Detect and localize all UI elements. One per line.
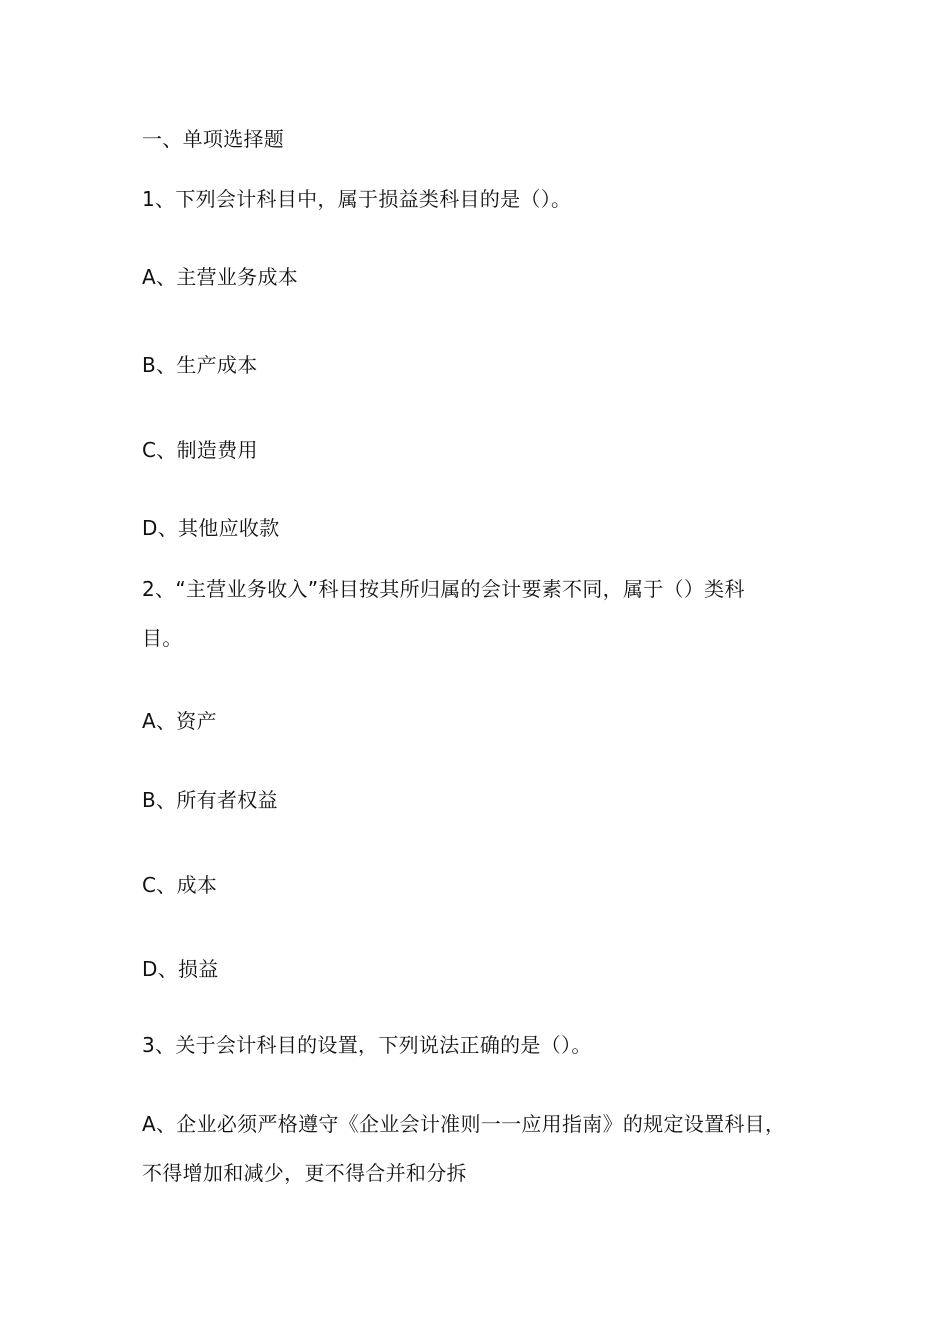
question-2-option-a: A、资产	[142, 709, 217, 733]
question-1-option-d: D、其他应收款	[142, 516, 280, 540]
question-2-stem-line-1: 2、“主营业务收入”科目按其所归属的会计要素不同，属于（）类科	[142, 577, 745, 601]
question-2-stem-line-2: 目。	[142, 626, 183, 650]
question-2-option-d: D、损益	[142, 957, 219, 981]
question-1-option-c: C、制造费用	[142, 438, 258, 462]
question-1-stem: 1、下列会计科目中，属于损益类科目的是（）。	[142, 187, 572, 211]
section-title: 一、单项选择题	[142, 127, 285, 151]
question-1-option-b: B、生产成本	[142, 353, 258, 377]
question-2-option-c: C、成本	[142, 873, 218, 897]
question-1-option-a: A、主营业务成本	[142, 265, 299, 289]
question-3-stem: 3、关于会计科目的设置，下列说法正确的是（）。	[142, 1033, 592, 1057]
question-3-option-a-line-2: 不得增加和减少，更不得合并和分拆	[142, 1161, 467, 1185]
question-3-option-a-line-1: A、企业必须严格遵守《企业会计准则一一应用指南》的规定设置科目，	[142, 1112, 786, 1136]
question-2-option-b: B、所有者权益	[142, 788, 278, 812]
